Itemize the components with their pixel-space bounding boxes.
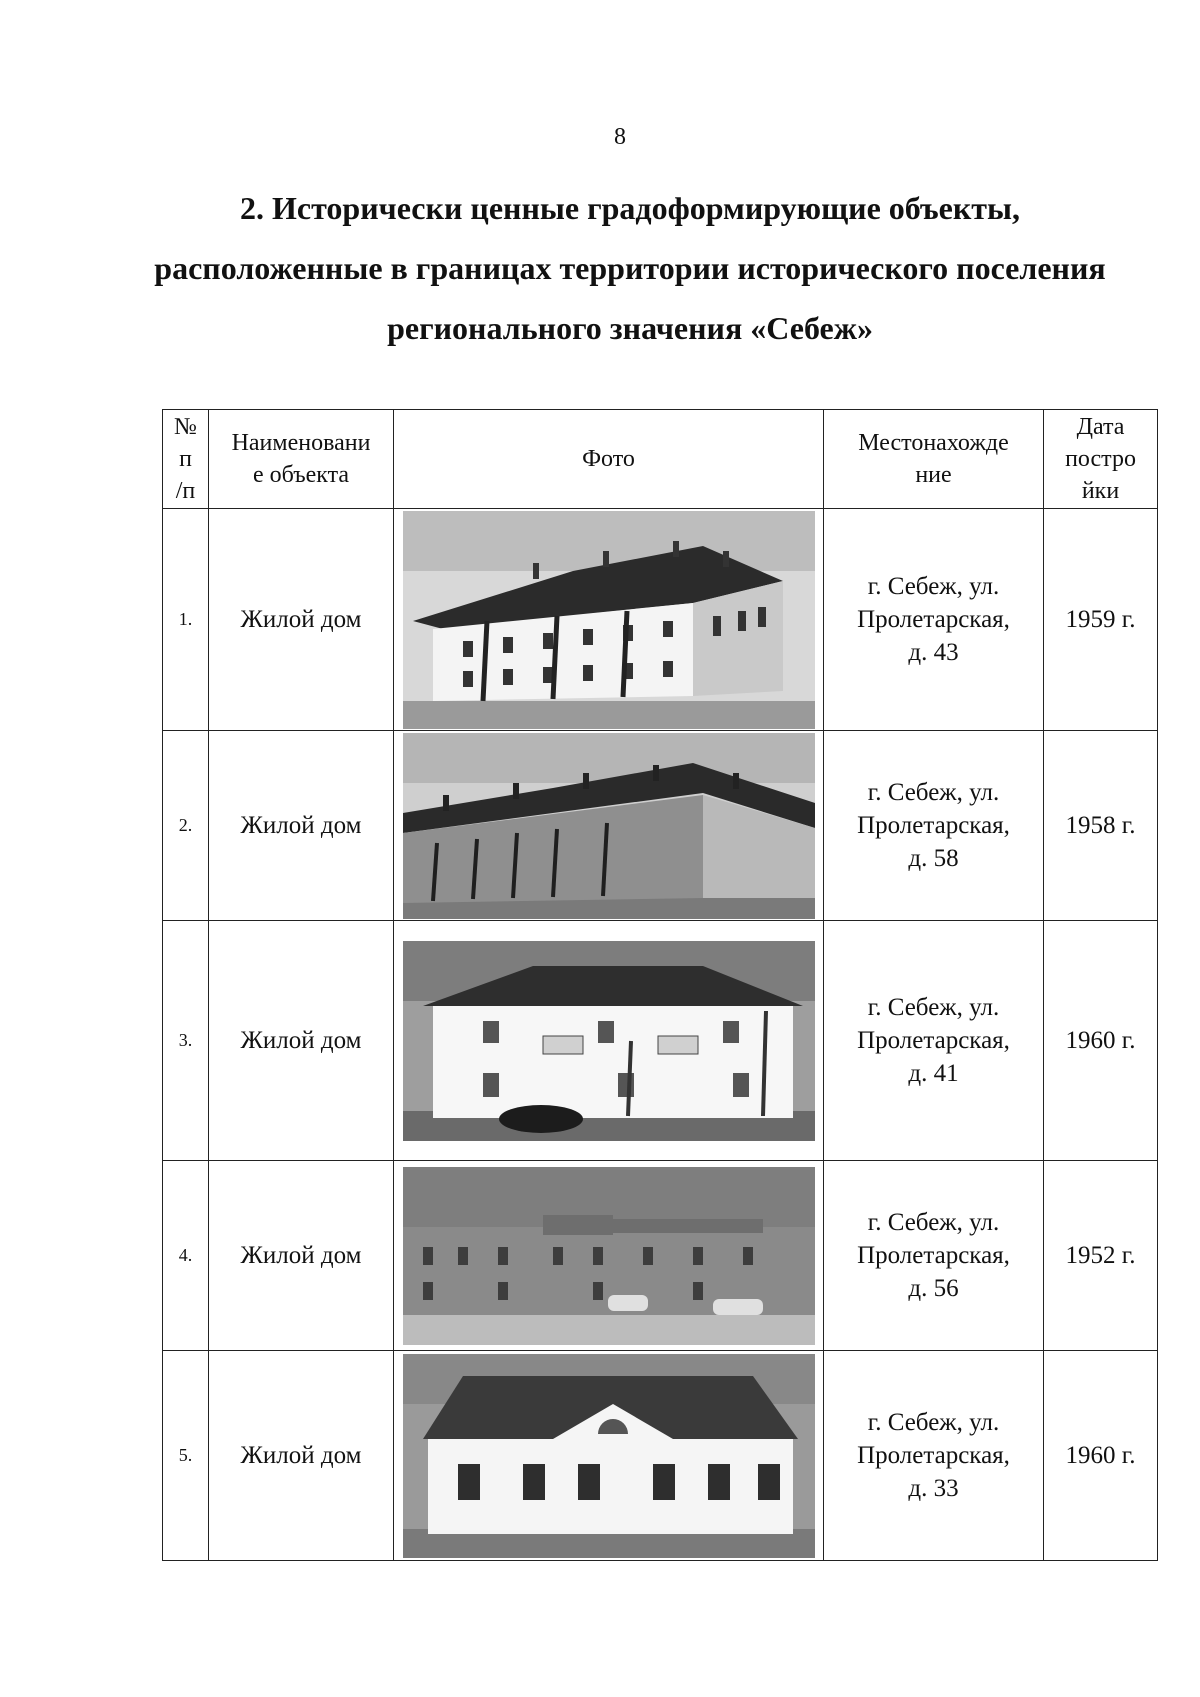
row-location: г. Себеж, ул. Пролетарская, д. 56 [824,1161,1044,1351]
row-num: 5. [163,1351,209,1561]
row-location: г. Себеж, ул. Пролетарская, д. 58 [824,731,1044,921]
table-row [163,1351,1158,1561]
row-date: 1952 г. [1044,1161,1158,1351]
page-number: 8 [614,124,626,150]
title-line-2: расположенные в границах территории исторического поселения [154,250,1106,286]
row-photo [394,731,824,921]
row-num: 4. [163,1161,209,1351]
row-name: Жилой дом [209,1161,394,1351]
building-photo-icon [403,1167,815,1345]
table-header-row [163,410,1158,509]
title-line-1: 2. Исторически ценные градоформирующие объекты, [240,190,1020,226]
row-photo [394,1351,824,1561]
building-photo-icon [403,511,815,729]
row-location: г. Себеж, ул. Пролетарская, д. 33 [824,1351,1044,1561]
building-photo-icon [403,733,815,919]
row-name: Жилой дом [209,509,394,731]
row-name: Жилой дом [209,921,394,1161]
row-num: 1. [163,509,209,731]
row-location: г. Себеж, ул. Пролетарская, д. 41 [824,921,1044,1161]
header-name: Наименовани е объекта [209,410,394,509]
header-date: Дата постро йки [1044,410,1158,509]
building-photo-icon [403,1354,815,1558]
row-name: Жилой дом [209,731,394,921]
table-row [163,731,1158,921]
objects-table [162,409,1158,1561]
table-row [163,1161,1158,1351]
header-location: Местонахожде ние [824,410,1044,509]
row-location: г. Себеж, ул. Пролетарская, д. 43 [824,509,1044,731]
row-date: 1960 г. [1044,1351,1158,1561]
table-row [163,921,1158,1161]
building-photo-icon [403,941,815,1141]
title-line-3: регионального значения «Себеж» [387,310,873,346]
table-row [163,509,1158,731]
header-num: № п /п [163,410,209,509]
row-num: 3. [163,921,209,1161]
row-photo [394,1161,824,1351]
row-date: 1958 г. [1044,731,1158,921]
row-num: 2. [163,731,209,921]
row-photo [394,921,824,1161]
row-date: 1959 г. [1044,509,1158,731]
header-photo: Фото [394,410,824,509]
row-name: Жилой дом [209,1351,394,1561]
row-date: 1960 г. [1044,921,1158,1161]
section-title [100,178,1160,358]
row-photo [394,509,824,731]
